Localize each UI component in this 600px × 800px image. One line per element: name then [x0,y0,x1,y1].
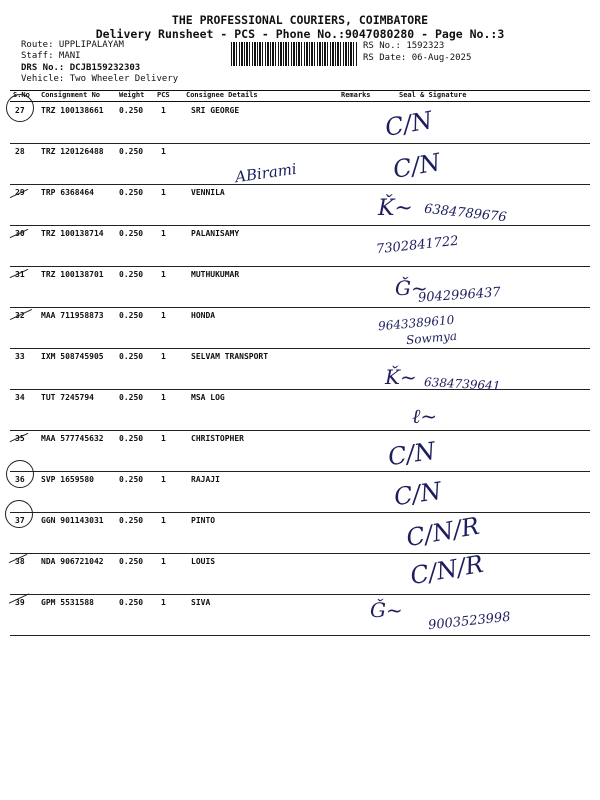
row-sno: 37 [15,516,25,525]
row-consignment: IXM 508745905 [41,352,104,361]
row-weight: 0.250 [119,598,144,607]
row-consignee: SIVA [191,598,211,607]
row-pcs: 1 [161,598,166,607]
row-weight: 0.250 [119,516,144,525]
row-pcs: 1 [161,475,166,484]
row-consignment: TRZ 100138701 [41,270,104,279]
row-consignment: MAA 577745632 [41,434,104,443]
serial-circle-mark [5,500,33,528]
row-sno: 30 [15,229,25,238]
serial-circle-mark [6,460,34,488]
col-sno: S.No [13,91,30,99]
signature-scribble: Ǧ~ [370,598,403,622]
row-weight: 0.250 [119,106,144,115]
row-weight: 0.250 [119,147,144,156]
row-consignee: PALANISAMY [191,229,240,238]
handwritten-phone-30: 7302841722 [375,233,460,258]
table-row [10,307,590,349]
runsheet-title: Delivery Runsheet - PCS - Phone No.:9047080280 - Page No.:3 [95,27,505,41]
table-row [10,143,590,185]
table-header [10,91,590,102]
row-consignee: RAJAJI [191,475,220,484]
col-pcs: PCS [157,91,170,99]
signature-27: C/N [382,106,435,142]
route-label: Route: UPPLIPALAYAM [21,40,124,50]
table-row [10,225,590,267]
handwritten-phone-33: 6384739641 [423,375,501,393]
row-pcs: 1 [161,557,166,566]
row-weight: 0.250 [119,475,144,484]
col-consignee: Consignee Details [186,91,258,99]
row-consignment: NDA 906721042 [41,557,104,566]
handwritten-phone-29: 6384789676 [423,201,508,226]
row-weight: 0.250 [119,229,144,238]
row-pcs: 1 [161,434,166,443]
table-row [10,471,590,513]
row-sno: 36 [15,475,25,484]
handwritten-phone-31: 9042996437 [417,285,502,306]
row-sno: 29 [15,188,25,197]
signature-38: C/N/R [408,549,486,591]
row-consignee: VENNILA [191,188,225,197]
rs-no-label: RS No.: 1592323 [363,41,445,51]
row-consignment: TRZ 120126488 [41,147,104,156]
row-consignment: TRZ 100138661 [41,106,104,115]
runsheet-table [10,90,590,641]
row-consignee: MUTHUKUMAR [191,270,240,279]
signature-37: C/N/R [404,511,482,553]
signature-36: C/N [392,476,444,512]
handwritten-name-32: Sowmya [405,328,458,348]
signature-scribble: Ǩ~ [385,365,417,389]
staff-label: Staff: MANI [21,51,81,61]
row-pcs: 1 [161,311,166,320]
row-consignment: SVP 1659580 [41,475,94,484]
row-consignee: LOUIS [191,557,216,566]
row-consignee: MSA LOG [191,393,225,402]
row-consignee: SELVAM TRANSPORT [191,352,269,361]
row-weight: 0.250 [119,311,144,320]
table-row [10,512,590,554]
table-row [10,102,590,144]
barcode [231,42,358,66]
col-consignment: Consignment No [41,91,101,99]
company-title: THE PROFESSIONAL COURIERS, COIMBATORE [171,13,429,27]
table-row [10,553,590,595]
row-consignment: GGN 901143031 [41,516,104,525]
row-sno: 39 [15,598,25,607]
row-consignee: SRI GEORGE [191,106,240,115]
row-pcs: 1 [161,393,166,402]
table-row [10,348,590,390]
row-weight: 0.250 [119,434,144,443]
drs-label: DRS No.: DCJB159232303 [21,63,141,73]
row-weight: 0.250 [119,352,144,361]
row-pcs: 1 [161,270,166,279]
col-remarks: Remarks [341,91,371,99]
row-pcs: 1 [161,516,166,525]
row-sno: 33 [15,352,25,361]
signature-scribble: Ǩ~ [378,196,413,221]
row-consignee: CHRISTOPHER [191,434,244,443]
row-pcs: 1 [161,106,166,115]
signature-28: C/N [390,148,443,184]
col-weight: Weight [119,91,145,99]
row-weight: 0.250 [119,393,144,402]
row-consignment: MAA 711958873 [41,311,104,320]
row-consignment: TRP 6368464 [41,188,94,197]
signature-35: C/N [386,436,438,472]
row-sno: 28 [15,147,25,156]
handwritten-name: ABirami [234,159,298,187]
handwritten-phone-39: 9003523998 [427,609,512,634]
handwritten-phone-32: 9643389610 [377,312,455,334]
row-sno: 38 [15,557,25,566]
row-pcs: 1 [161,188,166,197]
row-sno: 34 [15,393,25,402]
row-consignee: PINTO [191,516,216,525]
row-pcs: 1 [161,147,166,156]
signature-scribble: Ǧ~ [395,276,428,300]
col-seal: Seal & Signature [399,91,467,99]
row-pcs: 1 [161,352,166,361]
row-sno: 27 [15,106,25,115]
row-consignee: HONDA [191,311,216,320]
row-sno: 32 [15,311,25,320]
row-weight: 0.250 [119,270,144,279]
row-weight: 0.250 [119,557,144,566]
row-consignment: TUT 7245794 [41,393,94,402]
table-row [10,430,590,472]
row-sno: 35 [15,434,25,443]
row-weight: 0.250 [119,188,144,197]
signature-scribble: ℓ~ [412,404,438,428]
row-sno: 31 [15,270,25,279]
rs-date-label: RS Date: 06-Aug-2025 [363,53,472,63]
row-consignment: TRZ 100138714 [41,229,104,238]
row-pcs: 1 [161,229,166,238]
serial-circle-mark [6,94,34,122]
table-row [10,266,590,308]
table-row [10,389,590,431]
row-consignment: GPM 5531588 [41,598,94,607]
vehicle-label: Vehicle: Two Wheeler Delivery [21,74,179,84]
